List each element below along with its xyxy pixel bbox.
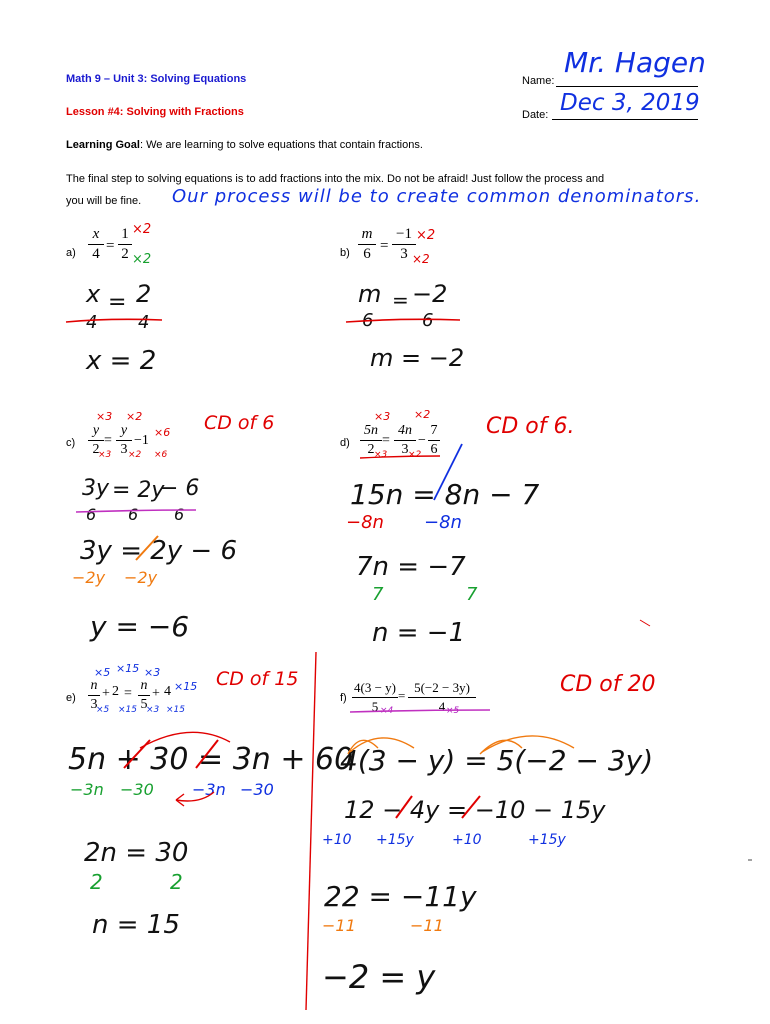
b-cancel-stroke bbox=[346, 319, 460, 322]
c-step1-den-3: 6 bbox=[174, 505, 185, 524]
d-num1: 5n bbox=[364, 423, 378, 438]
a-step1-num-right: 2 bbox=[136, 280, 152, 308]
f-step2-under-2: +15y bbox=[376, 832, 414, 848]
d-mult-bot-1: ×3 bbox=[374, 450, 388, 460]
d-step1-under-2: −8n bbox=[424, 512, 462, 533]
course-title: Math 9 – Unit 3: Solving Equations bbox=[66, 73, 247, 85]
f-step2-under-4: +15y bbox=[528, 832, 566, 848]
d-cd-note: CD of 6. bbox=[486, 414, 575, 439]
b-step1-den-right: 6 bbox=[422, 310, 434, 331]
b-den1: 6 bbox=[363, 246, 371, 262]
e-arrow-1 bbox=[140, 732, 230, 748]
e-num1: n bbox=[90, 678, 98, 693]
d-step2: 7n = −7 bbox=[356, 552, 466, 582]
c-step1-den-1: 6 bbox=[86, 505, 97, 524]
c-equals: = bbox=[104, 433, 112, 448]
d-step1-under-1: −8n bbox=[346, 512, 384, 533]
learning-goal-text: : We are learning to solve equations that contain fractions. bbox=[139, 139, 423, 151]
e-step2-den-2: 2 bbox=[170, 870, 183, 894]
d-mult-top-1: ×3 bbox=[374, 410, 391, 423]
c-den2: 3 bbox=[120, 442, 128, 457]
f-mult-bot-1: ×4 bbox=[380, 706, 394, 716]
f-strike-10 bbox=[462, 796, 480, 818]
name-handwritten: Mr. Hagen bbox=[564, 46, 706, 79]
c-cancel-stroke bbox=[76, 510, 196, 512]
e-den1: 3 bbox=[90, 697, 98, 712]
a-step1-den-left: 4 bbox=[86, 312, 98, 333]
d-step1: 15n = 8n − 7 bbox=[350, 478, 540, 511]
f-answer: −2 = y bbox=[322, 958, 436, 996]
d-answer: n = −1 bbox=[372, 618, 466, 648]
a-step1-den-right: 4 bbox=[138, 312, 150, 333]
d-mult-top-2: ×2 bbox=[414, 408, 431, 421]
d-step2-den-1: 7 bbox=[372, 584, 384, 605]
f-den2: 4 bbox=[438, 699, 446, 714]
f-equals: = bbox=[398, 688, 406, 703]
c-step2-under-2: −2y bbox=[124, 568, 158, 587]
c-mult-bot-2: ×2 bbox=[128, 450, 142, 460]
f-step2: 12 − 4y = −10 − 15y bbox=[344, 796, 606, 824]
problem-f-label: f) bbox=[340, 692, 347, 704]
e-step1: 5n + 30 = 3n + 60 bbox=[68, 742, 354, 777]
f-den1: 5 bbox=[371, 699, 379, 714]
e-step1-under-2: −30 bbox=[120, 780, 154, 799]
stray-mark-1 bbox=[640, 620, 650, 626]
handwritten-process-note: Our process will be to create common denominators. bbox=[172, 186, 702, 207]
c-num2: y bbox=[120, 423, 128, 438]
e-plus-1: + bbox=[102, 686, 110, 701]
f-strike-4y bbox=[396, 796, 412, 818]
f-num1: 4(3 − y) bbox=[354, 680, 396, 695]
c-cd-note: CD of 6 bbox=[204, 412, 275, 434]
b-step1-eq: = bbox=[392, 288, 409, 312]
e-den3: 5 bbox=[140, 697, 148, 712]
a-mult-bot: ×2 bbox=[132, 252, 152, 267]
f-cd-note: CD of 20 bbox=[560, 672, 656, 697]
e-mult-bot-3: ×3 bbox=[146, 705, 160, 715]
c-step1-den-2: 6 bbox=[128, 505, 139, 524]
b-equals: = bbox=[380, 238, 389, 254]
e-step1-under-1: −3n bbox=[70, 780, 104, 799]
d-num3: 7 bbox=[430, 423, 438, 438]
c-step1-left: 3y bbox=[82, 476, 110, 501]
date-label: Date: bbox=[522, 109, 549, 121]
f-step3-den-2: −11 bbox=[410, 916, 444, 935]
b-step1-den-left: 6 bbox=[362, 310, 374, 331]
b-mult-bot: ×2 bbox=[412, 252, 430, 266]
e-step1-under-3: −3n bbox=[192, 780, 226, 799]
date-handwritten: Dec 3, 2019 bbox=[560, 90, 700, 116]
lesson-title: Lesson #4: Solving with Fractions bbox=[66, 106, 244, 118]
intro-line-2: you will be fine. bbox=[66, 195, 142, 207]
e-mult-top-1: ×5 bbox=[94, 666, 111, 679]
a-num1: x bbox=[92, 226, 100, 242]
b-num1: m bbox=[361, 226, 373, 242]
c-step2-under-1: −2y bbox=[72, 568, 106, 587]
e-mult-top-2: ×15 bbox=[116, 662, 140, 675]
e-term-4: 4 bbox=[164, 684, 171, 699]
c-step1-mid: = 2y bbox=[112, 478, 165, 503]
d-slash-stroke bbox=[434, 444, 462, 500]
d-step2-den-2: 7 bbox=[466, 584, 478, 605]
d-mult-bot-2: ×2 bbox=[408, 450, 422, 460]
c-strike-2y bbox=[136, 536, 158, 560]
intro-line-1: The final step to solving equations is to add fractions into the mix. Do not be afraid! Just follow the process and bbox=[66, 173, 605, 185]
c-mult-top-1: ×3 bbox=[96, 410, 113, 423]
c-step2: 3y = 2y − 6 bbox=[80, 536, 238, 566]
e-mult-top-4: ×15 bbox=[174, 680, 198, 693]
e-strike-3n bbox=[196, 740, 218, 768]
f-cancel-stroke bbox=[350, 710, 490, 712]
c-den1: 2 bbox=[92, 442, 100, 457]
a-den1: 4 bbox=[92, 246, 100, 262]
e-equals: = bbox=[124, 686, 132, 701]
d-num2: 4n bbox=[398, 423, 412, 438]
e-mult-top-3: ×3 bbox=[144, 666, 161, 679]
e-step1-under-4: −30 bbox=[240, 780, 274, 799]
a-den2: 2 bbox=[121, 246, 129, 262]
e-num3: n bbox=[140, 678, 148, 693]
problem-b-label: b) bbox=[340, 247, 350, 259]
b-step1-num-right: −2 bbox=[412, 280, 448, 308]
learning-goal-label: Learning Goal bbox=[66, 139, 140, 151]
name-label: Name: bbox=[522, 75, 555, 87]
a-equals: = bbox=[106, 238, 115, 254]
c-mult-top-2: ×2 bbox=[126, 410, 143, 423]
c-num1: y bbox=[92, 423, 100, 438]
f-num2: 5(−2 − 3y) bbox=[414, 680, 470, 695]
f-step3-den-1: −11 bbox=[322, 916, 356, 935]
d-den1: 2 bbox=[367, 442, 375, 457]
c-answer: y = −6 bbox=[90, 610, 190, 643]
e-mult-bot-2: ×15 bbox=[118, 705, 137, 715]
e-cd-note: CD of 15 bbox=[216, 668, 299, 690]
f-mult-bot-2: ×5 bbox=[446, 706, 460, 716]
c-mult-bot-3: ×6 bbox=[154, 450, 168, 460]
d-equals: = bbox=[382, 433, 390, 448]
f-arc-4 bbox=[482, 736, 574, 752]
a-step1-eq: = bbox=[108, 290, 127, 315]
c-mult-top-3: ×6 bbox=[154, 426, 171, 439]
e-answer: n = 15 bbox=[92, 910, 180, 940]
c-minus-one: −1 bbox=[134, 433, 149, 448]
c-mult-bot-1: ×3 bbox=[98, 450, 112, 460]
d-den2: 3 bbox=[401, 442, 409, 457]
e-step2-den-1: 2 bbox=[90, 870, 103, 894]
a-answer: x = 2 bbox=[86, 346, 157, 376]
problem-e-label: e) bbox=[66, 692, 76, 704]
a-cancel-stroke bbox=[66, 319, 162, 322]
column-divider bbox=[306, 652, 316, 1010]
f-step3: 22 = −11y bbox=[324, 880, 477, 913]
a-mult-top: ×2 bbox=[132, 222, 152, 237]
f-step2-under-3: +10 bbox=[452, 832, 482, 848]
f-arc-2 bbox=[350, 738, 414, 752]
d-minus: − bbox=[418, 433, 426, 448]
d-cancel-stroke bbox=[360, 456, 440, 458]
e-mult-bot-1: ×5 bbox=[96, 705, 110, 715]
problem-d-label: d) bbox=[340, 437, 350, 449]
c-step1-right: − 6 bbox=[160, 476, 200, 501]
b-num2: −1 bbox=[396, 226, 412, 242]
problem-c-label: c) bbox=[66, 437, 76, 449]
b-mult-top: ×2 bbox=[416, 228, 436, 243]
e-term-2: 2 bbox=[112, 684, 119, 699]
problem-a-label: a) bbox=[66, 247, 76, 259]
a-num2: 1 bbox=[121, 226, 129, 242]
d-den3: 6 bbox=[430, 442, 438, 457]
b-step1-num-left: m bbox=[358, 280, 382, 308]
a-step1-num-left: x bbox=[86, 280, 101, 308]
f-step1: 4(3 − y) = 5(−2 − 3y) bbox=[340, 744, 654, 777]
e-plus-2: + bbox=[152, 686, 160, 701]
f-step2-under-1: +10 bbox=[322, 832, 352, 848]
b-den2: 3 bbox=[400, 246, 408, 262]
e-step2: 2n = 30 bbox=[84, 838, 189, 868]
e-mult-bot-4: ×15 bbox=[166, 705, 185, 715]
b-answer: m = −2 bbox=[370, 344, 465, 372]
